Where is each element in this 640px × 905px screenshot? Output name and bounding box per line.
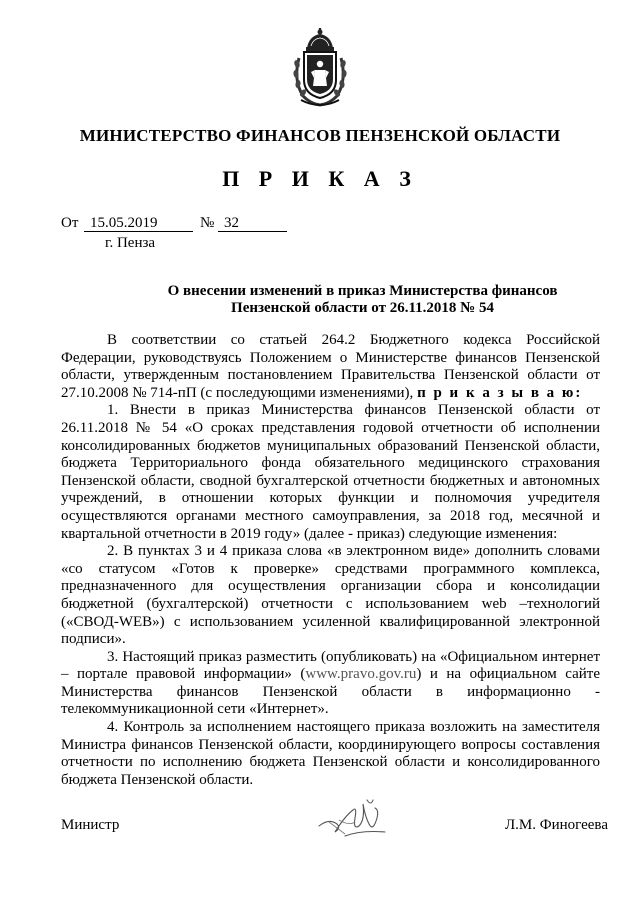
item-3-text-start: 3. Настоящий приказ разместить (опубликовать) на «Официальном интернет – портале правовой информации» ( [61, 648, 600, 683]
number-prefix: № [200, 215, 215, 231]
item-4: 4. Контроль за исполнением настоящего приказа возложить на заместителя Министра финансов Пензенской области, координирующего вопросы составления отчетности по исполнению бюджета Пензенской области и консолидированного бюджета Пензенской области. [61, 719, 600, 788]
handwritten-signature [315, 796, 395, 842]
item-2: 2. В пунктах 3 и 4 приказа слова «в электронном виде» дополнить словами «со статусом «Готов к проверке» средствами программного комплекса, предназначенного для осуществления организации сбора и консолидации бюджетной (бухгалтерской) отчетности с использованием web –технологий («СВОД-WEB») с использованием усиленной квалифицированной электронной подписи». [61, 543, 600, 648]
order-subject [60, 283, 640, 317]
order-body [61, 332, 600, 789]
subject-line-2: Пензенской области от 26.11.2018 № 54 [231, 300, 494, 316]
ministry-name: МИНИСТЕРСТВО ФИНАНСОВ ПЕНЗЕНСКОЙ ОБЛАСТИ [79, 126, 561, 145]
signatory-title: Министр [61, 817, 120, 833]
pravo-link[interactable]: www.pravo.gov.ru [305, 666, 417, 683]
item-1: 1. Внести в приказ Министерства финансов Пензенской области от 26.11.2018 № 54 «О сроках представления годовой отчетности об исполнении консолидированных бюджетов муниципальных образований Пензенской области, бюджета Территориального фонда обязательного медицинского страхования Пензенской области, сводной бухгалтерской отчетности бюджетных и автономных учреждений, в отношении которых функции и полномочия учредителя осуществляются органами местного самоуправления, за 2018 год, месячной и квартальной отчетности в 2019 году» (далее - приказ) следующие изменения: [61, 402, 600, 542]
item-3-text-end: ) и на официальном сайте Министерства финансов Пензенской области в информационно - телекоммуникационной сети «Интернет». [61, 666, 600, 718]
order-number: 32 [218, 215, 287, 232]
preamble-text: В соответствии со статьей 264.2 Бюджетного кодекса Российской Федерации, руководствуясь Положением о Министерстве финансов Пензенской области, утвержденным постановлением Правительства Пензенской области от 27.10.2008 № 714-пП (с последующими изменениями), [61, 332, 600, 401]
city: г. Пенза [105, 235, 156, 251]
item-3 [61, 649, 600, 719]
order-word: п р и к а з ы в а ю: [417, 384, 583, 401]
signatory-name: Л.М. Финогеева [505, 817, 608, 833]
order-date: 15.05.2019 [84, 215, 193, 232]
document-type-title: П Р И К А З [222, 166, 418, 191]
date-prefix: От [61, 215, 79, 231]
preamble-paragraph [61, 332, 600, 402]
coat-of-arms-icon [289, 28, 351, 108]
subject-line-1: О внесении изменений в приказ Министерства финансов [167, 283, 558, 299]
